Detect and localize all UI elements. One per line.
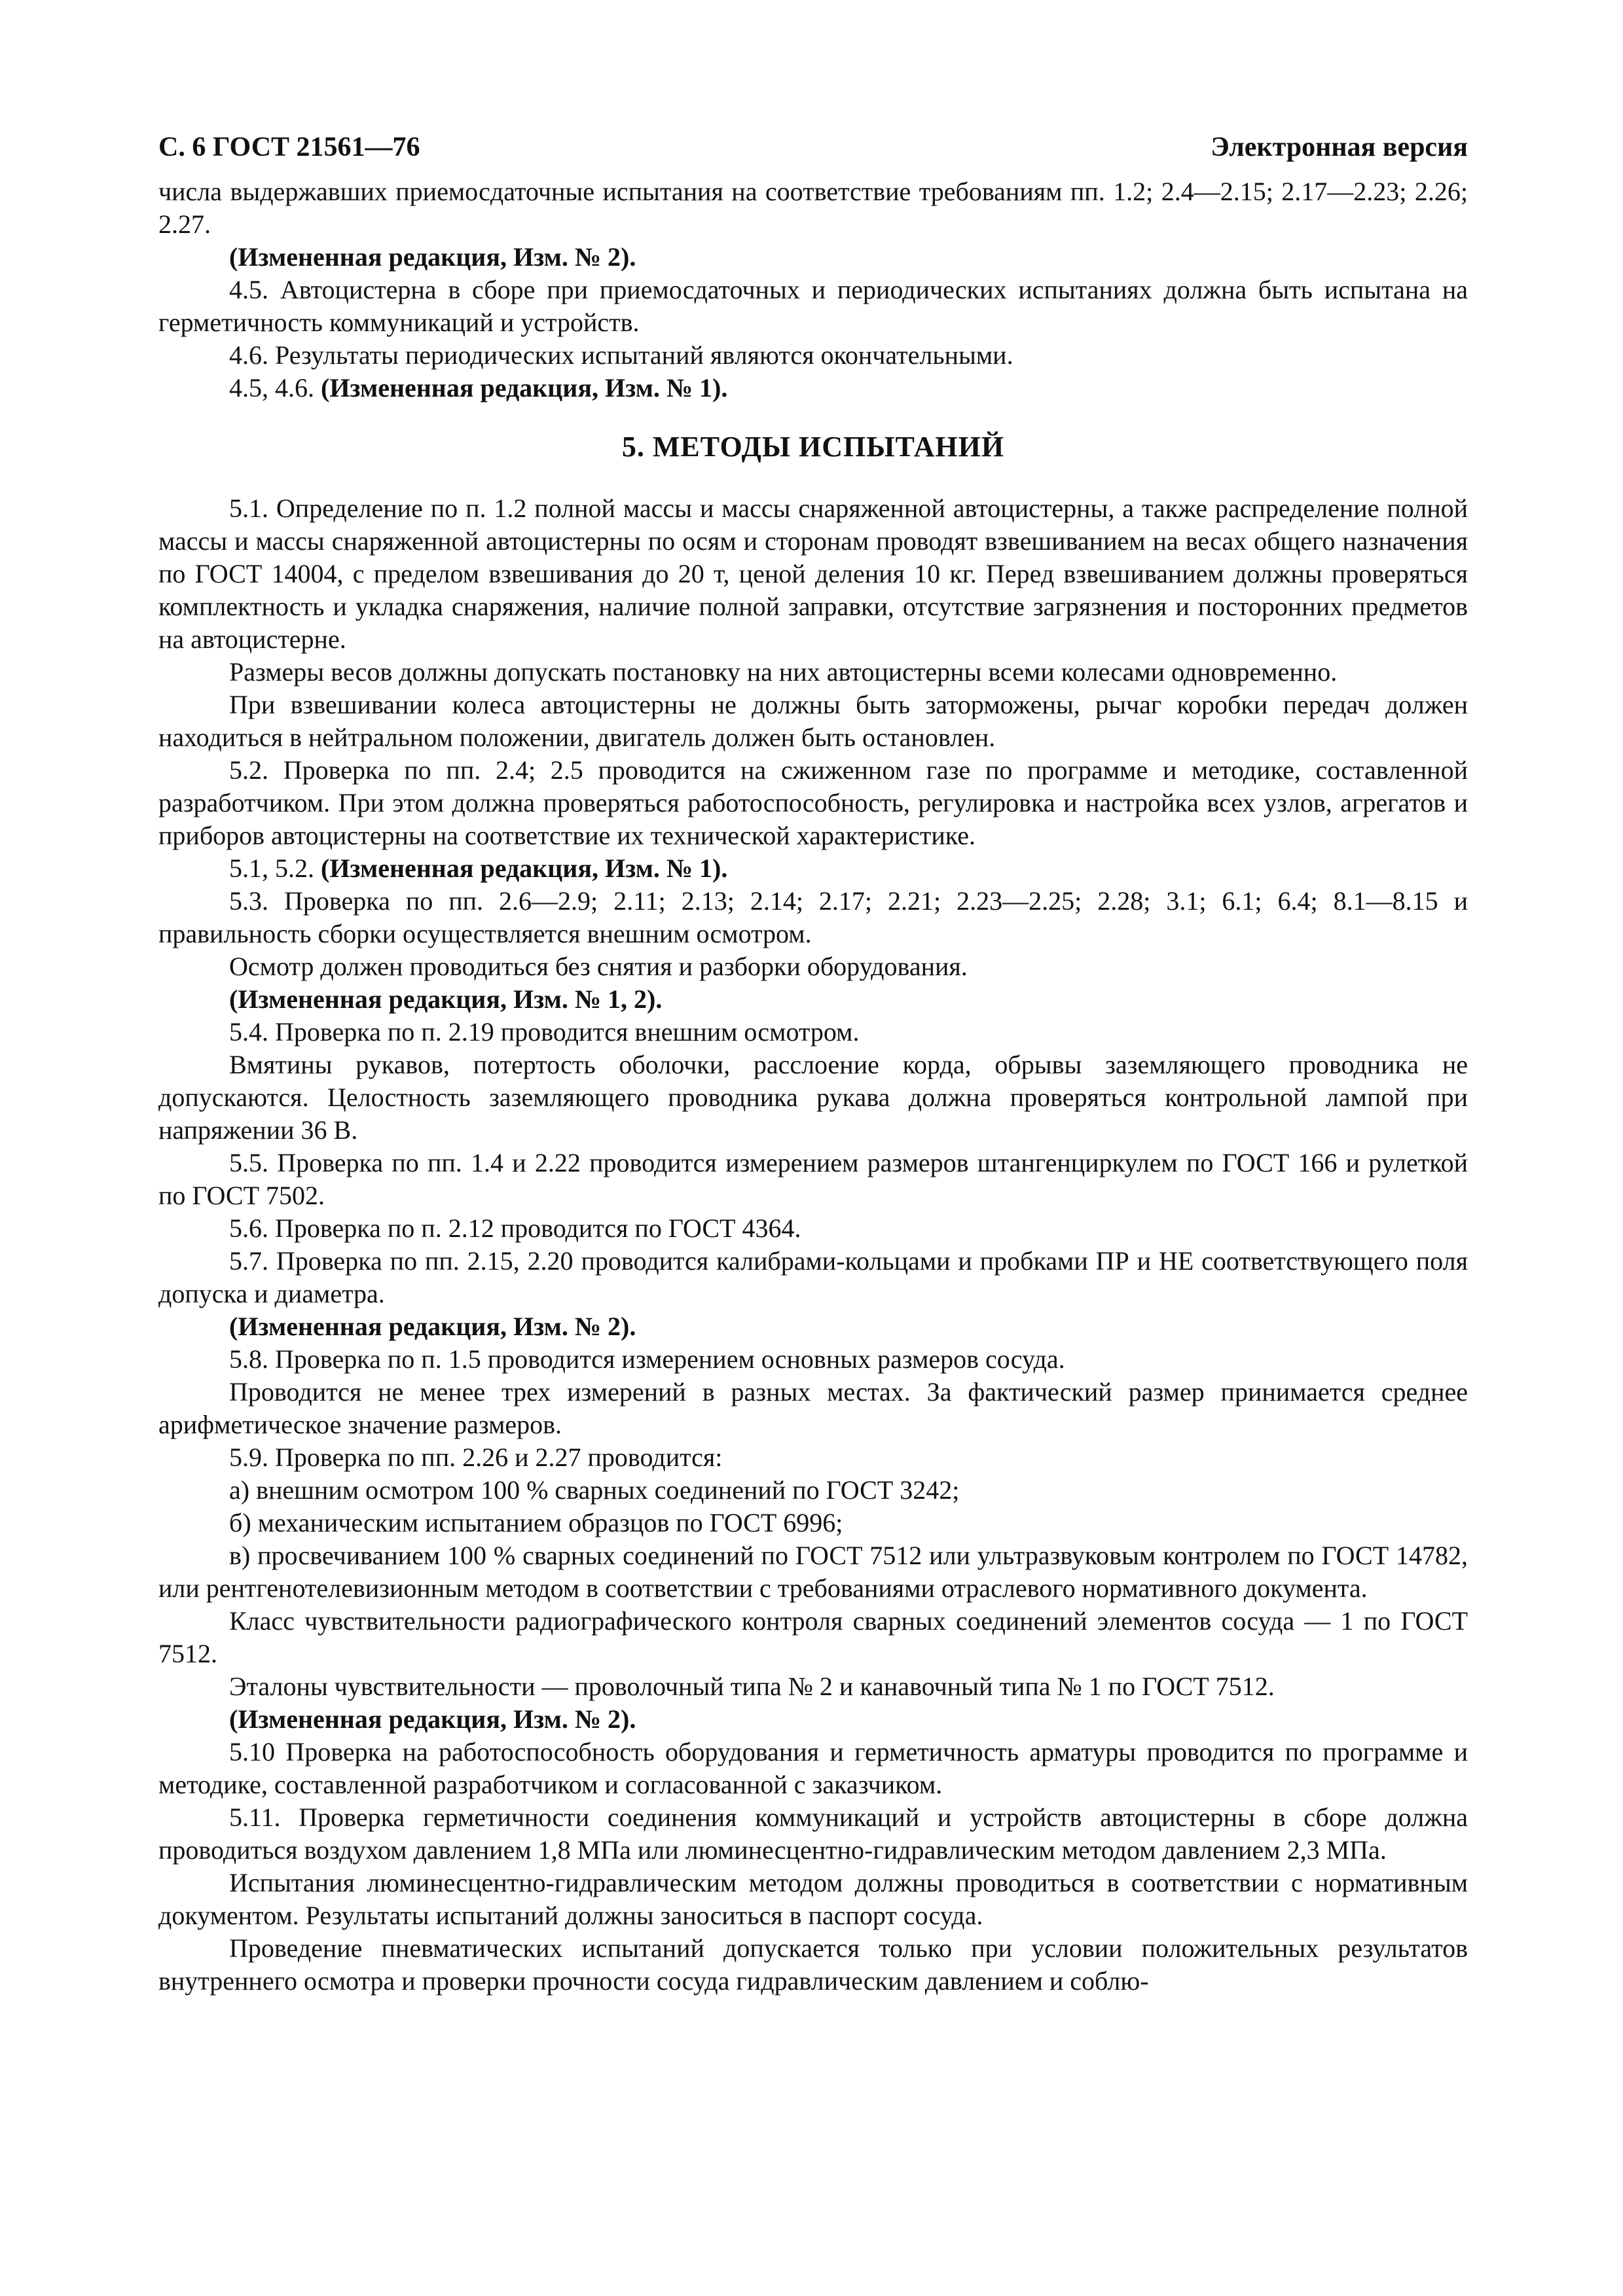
list-item: в) просвечиванием 100 % сварных соединений по ГОСТ 7512 или ультразвуковым контролем по ГОСТ 14782, или рентгенотелевизионным методом в соответствии с требованиями отраслевого нормативного документа. [158,1541,1468,1603]
paragraph: 5.7. Проверка по пп. 2.15, 2.20 проводится калибрами-кольцами и пробками ПР и НЕ соответствующего поля допуска и диаметра. [158,1246,1468,1308]
paragraph: 5.10 Проверка на работоспособность оборудования и герметичность арматуры проводится по программе и методике, составленной разработчиком и согласованной с заказчиком. [158,1737,1468,1799]
paragraph: Эталоны чувствительности — проволочный типа № 2 и канавочный типа № 1 по ГОСТ 7512. [229,1672,1275,1701]
paragraph: 5.11. Проверка герметичности соединения коммуникаций и устройств автоцистерны в сборе должна проводиться воздухом давлением 1,8 МПа или люминесцентно-гидравлическим методом давлением 2,3 МПа. [158,1803,1468,1865]
list-item: а) внешним осмотром 100 % сварных соединений по ГОСТ 3242; [229,1475,960,1505]
paragraph: 5.3. Проверка по пп. 2.6—2.9; 2.11; 2.13; 2.14; 2.17; 2.21; 2.23—2.25; 2.28; 3.1; 6.1; 6.4; 8.1—8.15 и правильность сборки осуществляется внешним осмотром. [158,886,1468,948]
amendment-note: (Измененная редакция, Изм. № 1, 2). [229,984,663,1014]
paragraph: 5.8. Проверка по п. 1.5 проводится измерением основных размеров сосуда. [229,1344,1065,1374]
paragraph: Испытания люминесцентно-гидравлическим методом должны проводиться в соответствии с нормативным документом. Результаты испытаний должны заноситься в паспорт сосуда. [158,1868,1468,1930]
paragraph: Класс чувствительности радиографического контроля сварных соединений элементов сосуда — 1 по ГОСТ 7512. [158,1606,1468,1668]
amendment-text: (Измененная редакция, Изм. № 1). [321,373,728,403]
paragraph: Осмотр должен проводиться без снятия и разборки оборудования. [229,952,968,981]
paragraph: числа выдержавших приемосдаточные испытания на соответствие требованиям пп. 1.2; 2.4—2.15; 2.17—2.23; 2.26; 2.27. [158,177,1468,239]
page-header [158,131,1468,164]
amendment-note: (Измененная редакция, Изм. № 2). [229,1704,636,1734]
paragraph: Проведение пневматических испытаний допускается только при условии положительных результатов внутреннего осмотра и проверки прочности сосуда гидравлическим давлением и соблю- [158,1933,1468,1996]
paragraph: 5.6. Проверка по п. 2.12 проводится по ГОСТ 4364. [229,1213,801,1243]
paragraph: Проводится не менее трех измерений в разных местах. За фактический размер принимается среднее арифметическое значение размеров. [158,1377,1468,1439]
paragraph: 4.6. Результаты периодических испытаний являются окончательными. [229,340,1013,370]
paragraph: 5.2. Проверка по пп. 2.4; 2.5 проводится на сжиженном газе по программе и методике, составленной разработчиком. При этом должна проверяться работоспособность, регулировка и настройка всех узлов, агрегатов и приборов автоцистерны на соответствие их технической характеристике. [158,755,1468,850]
amendment-ref: 4.5, 4.6. [229,373,321,403]
paragraph: 4.5. Автоцистерна в сборе при приемосдаточных и периодических испытаниях должна быть испытана на герметичность коммуникаций и устройств. [158,275,1468,337]
amendment-note [158,372,1468,404]
document-page [158,131,1468,1998]
section-title: 5. МЕТОДЫ ИСПЫТАНИЙ [621,431,1005,463]
amendment-note: (Измененная редакция, Изм. № 2). [229,242,636,272]
paragraph: Размеры весов должны допускать постановку на них автоцистерны всеми колесами одновременно. [229,657,1338,687]
amendment-text: (Измененная редакция, Изм. № 1). [321,853,728,883]
header-electronic-version: Электронная версия [1211,132,1468,162]
paragraph: При взвешивании колеса автоцистерны не должны быть заторможены, рычаг коробки передач должен находиться в нейтральном положении, двигатель должен быть остановлен. [158,690,1468,752]
paragraph: 5.1. Определение по п. 1.2 полной массы и массы снаряженной автоцистерны, а также распределение полной массы и массы снаряженной автоцистерны по осям и сторонам проводят взвешиванием на весах общего назначения по ГОСТ 14004, с пределом взвешивания до 20 т, ценой деления 10 кг. Перед взвешиванием должны проверяться комплектность и укладка снаряжения, наличие полной заправки, отсутствие загрязнения и посторонних предметов на автоцистерне. [158,493,1468,654]
paragraph: 5.5. Проверка по пп. 1.4 и 2.22 проводится измерением размеров штангенциркулем по ГОСТ 166 и рулеткой по ГОСТ 7502. [158,1148,1468,1210]
amendment-ref: 5.1, 5.2. [229,853,321,883]
paragraph: 5.4. Проверка по п. 2.19 проводится внешним осмотром. [229,1017,860,1047]
paragraph: Вмятины рукавов, потертость оболочки, расслоение корда, обрывы заземляющего проводника не допускаются. Целостность заземляющего проводника рукава должна проверяться контрольной лампой при напряжении 36 В. [158,1050,1468,1145]
amendment-note [158,852,1468,885]
list-item: б) механическим испытанием образцов по ГОСТ 6996; [229,1508,843,1537]
header-standard-number: С. 6 ГОСТ 21561—76 [158,132,420,162]
paragraph: 5.9. Проверка по пп. 2.26 и 2.27 проводится: [229,1443,723,1472]
amendment-note: (Измененная редакция, Изм. № 2). [229,1312,636,1341]
